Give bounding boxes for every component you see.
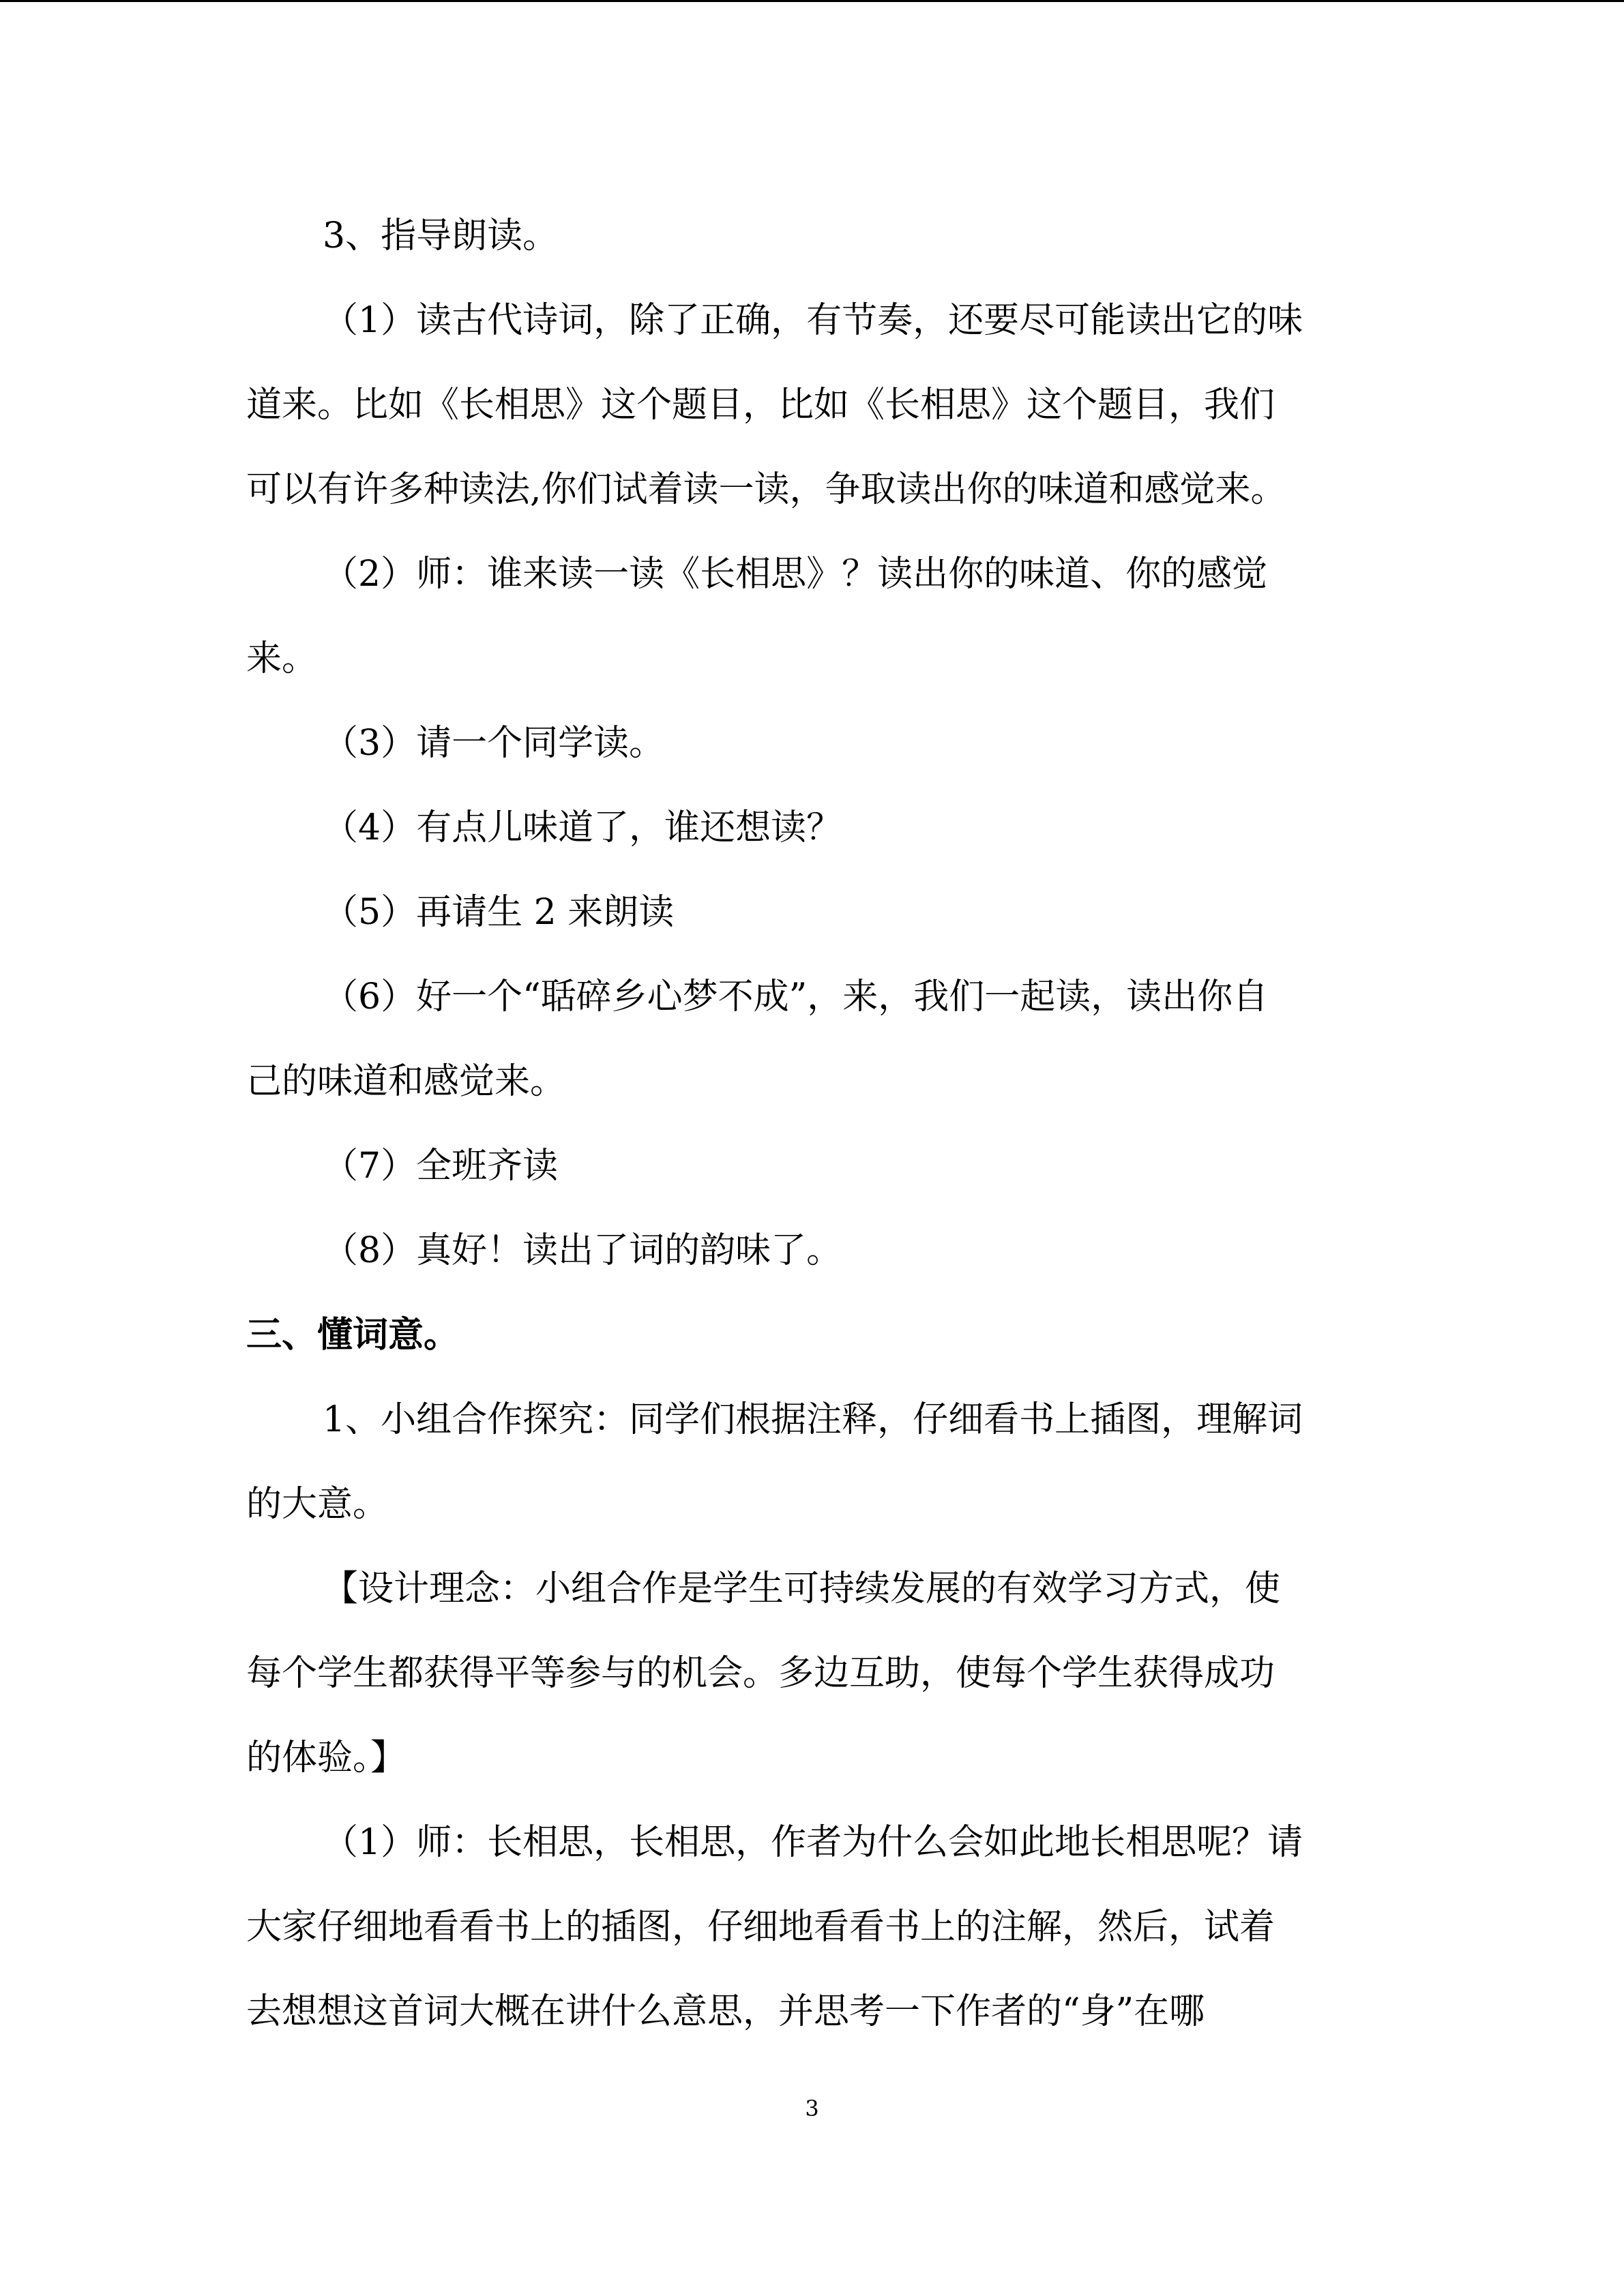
text-line: （6）好一个“聒碎乡心梦不成”，来，我们一起读，读出你自 <box>323 976 1269 1017</box>
text-line: 己的味道和感觉来。 <box>246 1061 566 1102</box>
text-line: 1、小组合作探究：同学们根据注释，仔细看书上插图，理解词 <box>323 1399 1303 1440</box>
section-heading: 三、懂词意。 <box>246 1314 460 1356</box>
design-note-line: 【设计理念：小组合作是学生可持续发展的有效学习方式，使 <box>323 1568 1281 1609</box>
text-line: （1）读古代诗词，除了正确，有节奏，还要尽可能读出它的味 <box>323 300 1303 341</box>
text-line: （7）全班齐读 <box>323 1146 559 1187</box>
text-line: 道来。比如《长相思》这个题目，比如《长相思》这个题目，我们 <box>246 385 1275 426</box>
text-line: 来。 <box>246 638 318 679</box>
text-line: （1）师：长相思，长相思，作者为什么会如此地长相思呢？请 <box>323 1822 1303 1863</box>
page-top-border <box>0 0 1624 2</box>
text-line: 3、指导朗读。 <box>323 215 559 256</box>
text-line: 的大意。 <box>246 1484 389 1525</box>
page-number: 3 <box>805 2096 819 2121</box>
text-line: （2）师：谁来读一读《长相思》？读出你的味道、你的感觉 <box>323 554 1268 595</box>
text-line: 可以有许多种读法,你们试着读一读，争取读出你的味道和感觉来。 <box>246 469 1286 510</box>
text-line: 去想想这首词大概在讲什么意思，并思考一下作者的“身”在哪 <box>246 1991 1205 2032</box>
text-line: （3）请一个同学读。 <box>323 723 665 764</box>
text-line: （4）有点儿味道了，谁还想读？ <box>323 807 842 848</box>
design-note-line: 的体验。】 <box>246 1738 407 1778</box>
text-line: （8）真好！读出了词的韵味了。 <box>323 1230 842 1271</box>
text-line: 大家仔细地看看书上的插图，仔细地看看书上的注解，然后，试着 <box>246 1907 1275 1948</box>
text-line: （5）再请生 2 来朗读 <box>323 892 675 933</box>
design-note-line: 每个学生都获得平等参与的机会。多边互助，使每个学生获得成功 <box>246 1653 1275 1694</box>
